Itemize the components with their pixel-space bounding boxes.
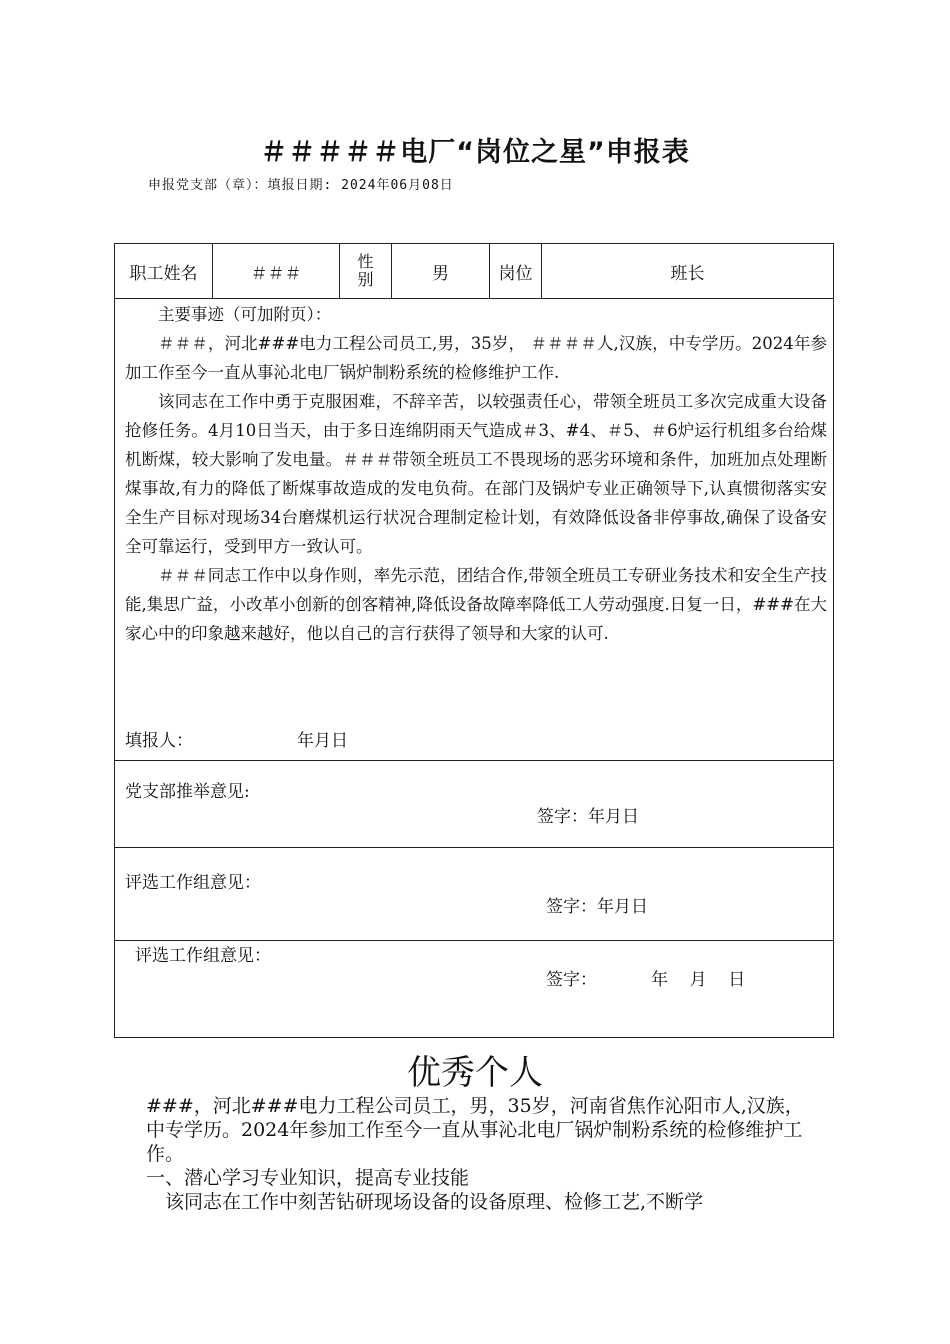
main-deeds	[125, 300, 827, 648]
submission-info: 申报党支部（章）：填报日期: 2024年06月08日	[148, 178, 454, 193]
deeds-paragraph: 该同志在工作中勇于克服困难，不辞辛苦，以较强责任心，带领全班员工多次完成重大设备抢修任务。4月10日当天，由于多日连绵阴雨天气造成＃3、#4、＃5、＃6炉运行机组多台给煤机断煤，较大影响了发电量。＃＃＃带领全班员工不畏现场的恶劣环境和条件，加班加点处理断煤事故,有力的降低了断煤事故造成的发电负荷。在部门及锅炉专业正确领导下,认真惯彻落实安全生产目标对现场34台磨煤机运行状况合理制定检计划，有效降低设备非停事故,确保了设备安全可靠运行，受到甲方一致认可。	[125, 392, 827, 556]
basic-info-row	[115, 244, 833, 299]
party-opinion-section	[115, 760, 833, 847]
body-subheading: 一、潜心学习专业知识，提高专业技能	[146, 1167, 470, 1189]
filler-label: 填报人：	[125, 731, 193, 751]
form-title: ＃＃＃＃＃电厂“岗位之星”申报表	[260, 137, 690, 168]
review-opinion-label-1: 评选工作组意见：	[125, 873, 261, 893]
application-form	[114, 243, 834, 1038]
party-opinion-label: 党支部推举意见:	[125, 782, 250, 802]
review-opinion-label-2: 评选工作组意见：	[135, 946, 271, 966]
name-label: 职工姓名	[115, 244, 213, 298]
deeds-paragraph: ＃＃＃同志工作中以身作则，率先示范，团结合作,带领全班员工专研业务技术和安全生产技能,集思广益，小改革小创新的创客精神,降低设备故障率降低工人劳动强度.日复一日，###在大家心中的印象越来越好，他以自己的言行获得了领导和大家的认可.	[125, 566, 827, 643]
excellent-individual-body	[146, 1094, 814, 1214]
review-opinion-section-1	[115, 847, 833, 940]
filler-date: 年月日	[297, 731, 348, 751]
filler-row	[125, 726, 348, 751]
review-opinion-section-2	[115, 940, 833, 1037]
deeds-paragraph: ＃＃＃，河北###电力工程公司员工,男，35岁， ＃＃＃＃人,汉族，中专学历。2024年参加工作至今一直从事沁北电厂锅炉制粉系统的检修维护工作.	[125, 334, 827, 382]
body-paragraph: 该同志在工作中刻苦钻研现场设备的设备原理、检修工艺,不断学	[146, 1191, 704, 1213]
post-value: 班长	[670, 263, 705, 284]
body-paragraph: ###，河北###电力工程公司员工，男，35岁，河南省焦作沁阳市人,汉族，中专学历。2024年参加工作至今一直从事沁北电厂锅炉制粉系统的检修维护工作。	[146, 1095, 804, 1165]
gender-value: 男	[392, 244, 490, 298]
review-sign-2: 签字： 年 月 日	[546, 970, 746, 990]
post-label: 岗位	[490, 244, 542, 298]
party-sign: 签字：年月日	[537, 807, 639, 827]
review-sign-1: 签字：年月日	[546, 897, 648, 917]
name-value: ＃＃＃	[213, 244, 340, 298]
deeds-heading: 主要事迹（可加附页）：	[158, 305, 332, 324]
gender-label-text: 性别	[357, 252, 374, 289]
excellent-individual-heading: 优秀个人	[407, 1053, 543, 1093]
gender-label	[340, 244, 392, 298]
